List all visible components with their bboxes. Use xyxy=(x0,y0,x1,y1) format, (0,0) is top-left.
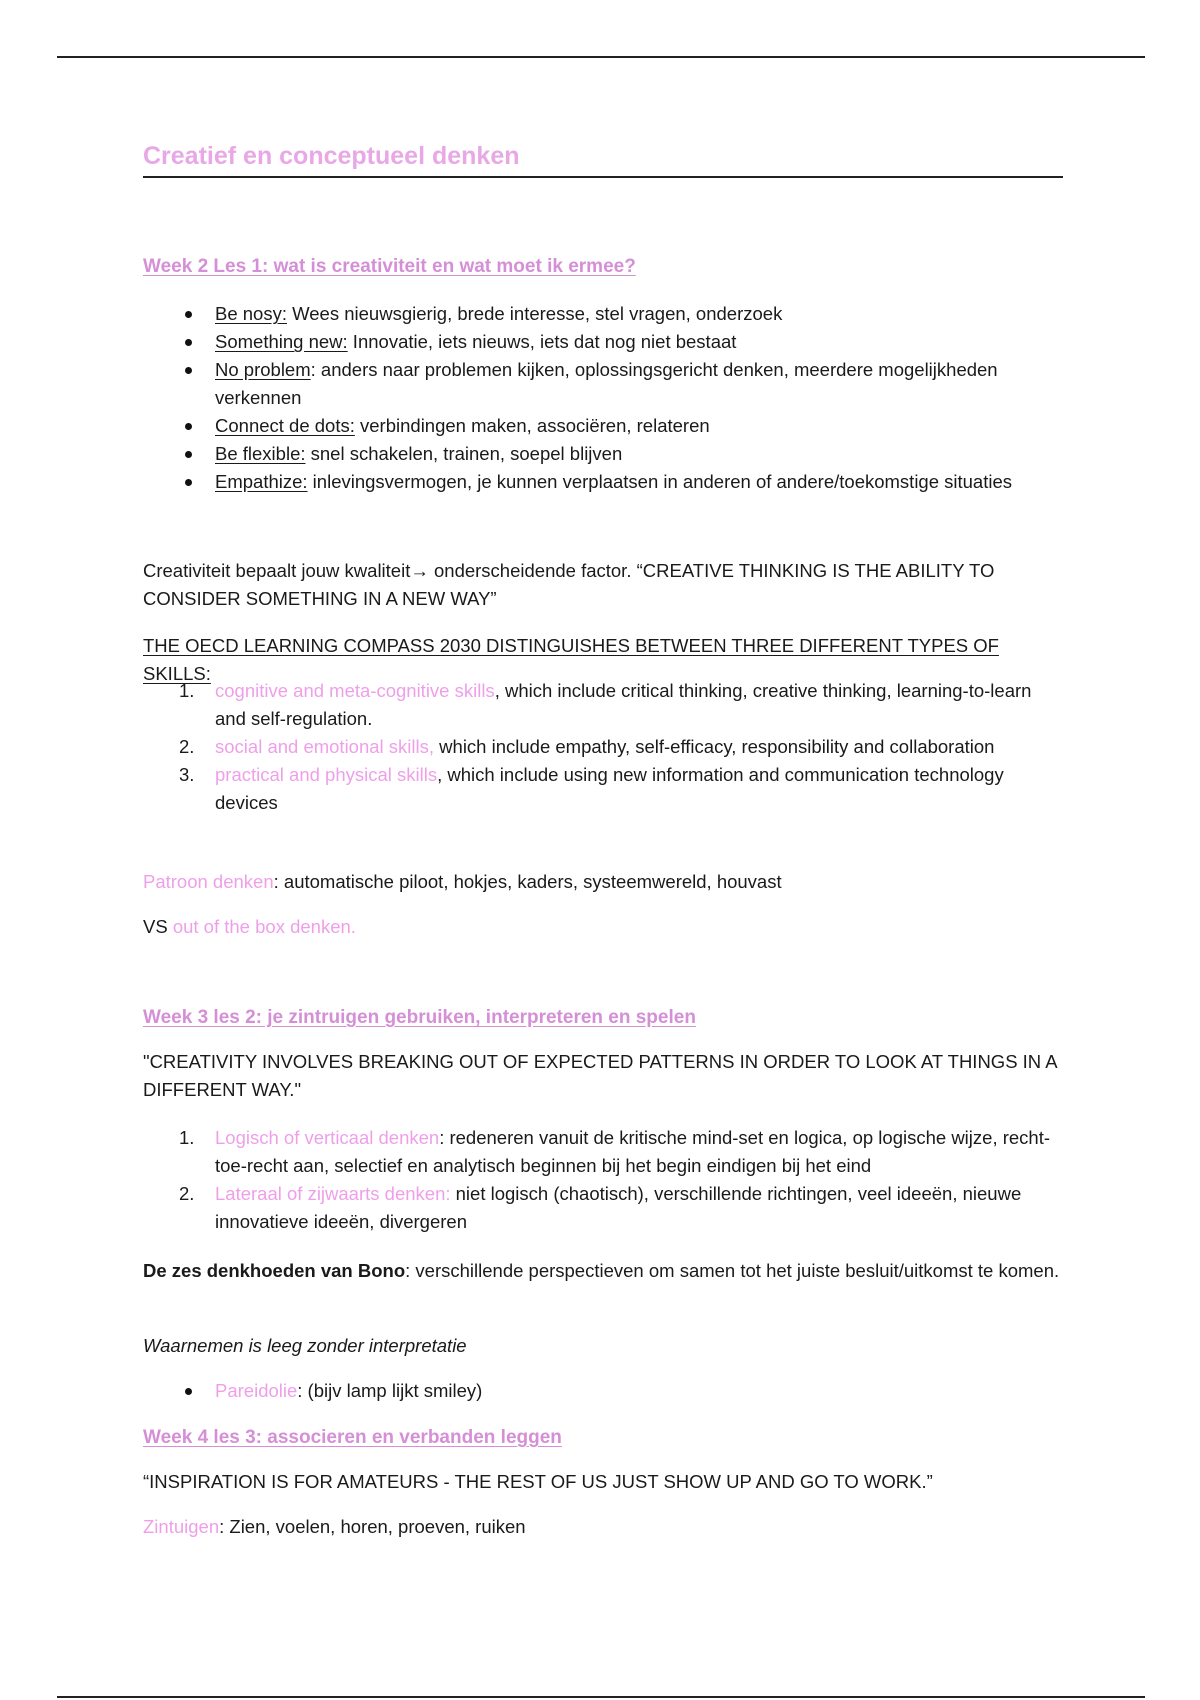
list-item-term: Something new: xyxy=(215,331,348,352)
inspiration-quote: “INSPIRATION IS FOR AMATEURS - THE REST OF US JUST SHOW UP AND GO TO WORK.” xyxy=(143,1471,933,1492)
document-title: Creatief en conceptueel denken xyxy=(143,142,1063,178)
list-item-term: Lateraal of zijwaarts denken: xyxy=(215,1183,451,1204)
bono-term: De zes denkhoeden van Bono xyxy=(143,1260,406,1281)
list-number: 1. xyxy=(179,680,195,701)
list-item-term: Be flexible: xyxy=(215,443,306,464)
list-item-text: Innovatie, iets nieuws, iets dat nog niet bestaat xyxy=(347,331,737,352)
list-item-text: Wees nieuwsgierig, brede interesse, stel vragen, onderzoek xyxy=(287,303,783,324)
pareidolie-list xyxy=(143,1377,1063,1405)
zintuigen-text: : Zien, voelen, horen, proeven, ruiken xyxy=(219,1516,526,1537)
patroon-text: : automatische piloot, hokjes, kaders, systeemwereld, houvast xyxy=(273,871,782,892)
creativity-quote: "CREATIVITY INVOLVES BREAKING OUT OF EXPECTED PATTERNS IN ORDER TO LOOK AT THINGS IN A DIFFERENT WAY." xyxy=(143,1051,1057,1100)
list-item xyxy=(143,1124,1063,1180)
list-item xyxy=(143,356,1063,412)
list-number: 2. xyxy=(179,1183,195,1204)
list-item-text: which include empathy, self-efficacy, responsibility and collaboration xyxy=(434,736,995,757)
list-item xyxy=(143,440,1063,468)
thinking-list xyxy=(143,1124,1063,1236)
list-item xyxy=(143,677,1063,733)
list-number: 3. xyxy=(179,764,195,785)
list-item-text: : (bijv lamp lijkt smiley) xyxy=(297,1380,483,1401)
list-item-term: Be nosy: xyxy=(215,303,287,324)
list-item-text: , which include critical thinking, creative thinking, learning-to-learn and self-regulation. xyxy=(215,680,1032,729)
list-item-term: Logisch of verticaal denken xyxy=(215,1127,440,1148)
bono-paragraph xyxy=(143,1257,1063,1285)
bono-text: : verschillende perspectieven om samen tot het juiste besluit/uitkomst te komen. xyxy=(405,1260,1060,1281)
list-item-term: Pareidolie xyxy=(215,1380,298,1401)
patroon-term: Patroon denken xyxy=(143,871,274,892)
list-number: 1. xyxy=(179,1127,195,1148)
list-item xyxy=(143,761,1063,817)
list-item-text: : anders naar problemen kijken, oplossingsgericht denken, meerdere mogelijkheden verkennen xyxy=(215,359,998,408)
zintuigen-paragraph xyxy=(143,1513,1063,1541)
list-item-term: practical and physical skills xyxy=(215,764,438,785)
skills-list xyxy=(143,677,1063,817)
zintuigen-term: Zintuigen xyxy=(143,1516,220,1537)
italic-line: Waarnemen is leeg zonder interpretatie xyxy=(143,1335,467,1356)
list-item-term: social and emotional skills, xyxy=(215,736,435,757)
list-item xyxy=(143,733,1063,761)
list-item-term: cognitive and meta-cognitive skills xyxy=(215,680,495,701)
list-item-term: Connect de dots: xyxy=(215,415,355,436)
vs-term: out of the box denken. xyxy=(172,916,356,937)
list-item xyxy=(143,1180,1063,1236)
page-top-rule xyxy=(57,56,1145,58)
creativity-paragraph: Creativiteit bepaalt jouw kwaliteit→ onderscheidende factor. “CREATIVE THINKING IS THE ABILITY TO CONSIDER SOMETHING IN A NEW WAY” xyxy=(143,560,995,609)
week3-heading: Week 3 les 2: je zintruigen gebruiken, interpreteren en spelen xyxy=(143,1007,696,1028)
list-item-term: No problem xyxy=(215,359,311,380)
list-item-text: , which include using new information and communication technology devices xyxy=(215,764,1004,813)
patroon-paragraph xyxy=(143,868,1063,896)
list-item-text: niet logisch (chaotisch), verschillende richtingen, veel ideeën, nieuwe innovatieve ideeën, divergeren xyxy=(215,1183,1022,1232)
week4-heading: Week 4 les 3: associeren en verbanden leggen xyxy=(143,1427,562,1448)
vs-paragraph xyxy=(143,913,1063,941)
list-item xyxy=(143,300,1063,328)
vs-label: VS xyxy=(143,916,173,937)
list-item-text: verbindingen maken, associëren, relateren xyxy=(354,415,710,436)
page-bottom-rule xyxy=(57,1696,1145,1698)
creativity-traits-list xyxy=(143,300,1063,496)
list-item xyxy=(143,412,1063,440)
list-item-term: Empathize: xyxy=(215,471,308,492)
week2-heading: Week 2 Les 1: wat is creativiteit en wat moet ik ermee? xyxy=(143,256,636,277)
list-item xyxy=(143,1377,1063,1405)
list-number: 2. xyxy=(179,736,195,757)
list-item xyxy=(143,468,1063,496)
list-item-text: inlevingsvermogen, je kunnen verplaatsen in anderen of andere/toekomstige situaties xyxy=(307,471,1013,492)
list-item-text: snel schakelen, trainen, soepel blijven xyxy=(305,443,623,464)
list-item xyxy=(143,328,1063,356)
oecd-heading: THE OECD LEARNING COMPASS 2030 DISTINGUISHES BETWEEN THREE DIFFERENT TYPES OF SKILLS: xyxy=(143,635,999,684)
list-item-text: : redeneren vanuit de kritische mind-set en logica, op logische wijze, recht-toe-recht aan, selectief en analytisch beginnen bij het begin eindigen bij het eind xyxy=(215,1127,1051,1176)
